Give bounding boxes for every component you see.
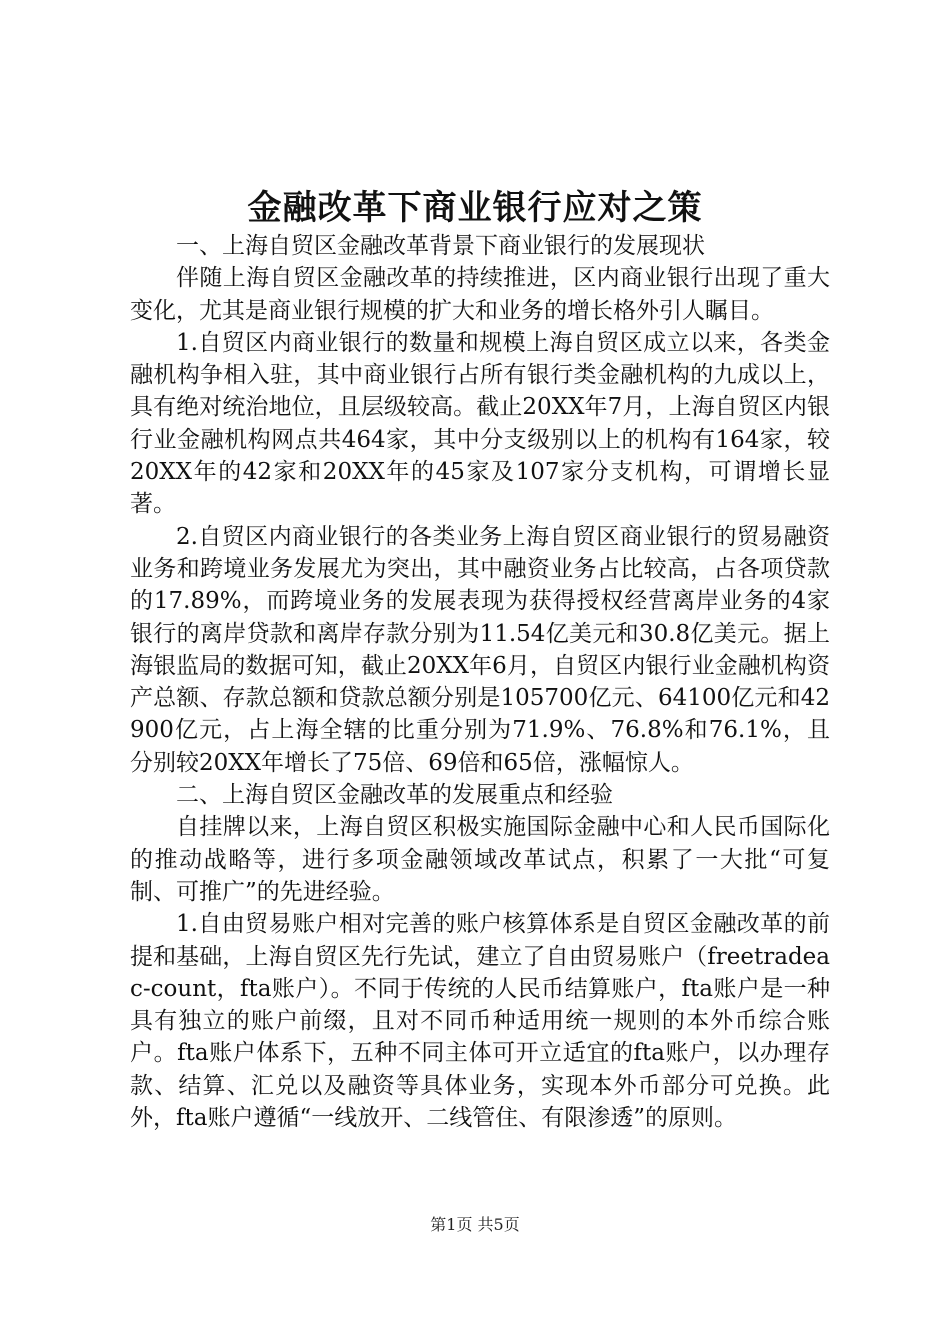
section-heading-1: 一、上海自贸区金融改革背景下商业银行的发展现状	[176, 233, 705, 259]
paragraph: 1.自贸区内商业银行的数量和规模上海自贸区成立以来，各类金融机构争相入驻，其中商业银行占所有银行类金融机构的九成以上，具有绝对统治地位，且层级较高。截止20XX年7月，上海自贸区内银行业金融机构网点共464家，其中分支级别以上的机构有164家，较20XX年的42家和20XX年的45家及107家分支机构，可谓增长显著。	[130, 329, 830, 518]
document-body	[130, 230, 830, 1134]
document-title: 金融改革下商业银行应对之策	[247, 188, 703, 228]
section-heading-2: 二、上海自贸区金融改革的发展重点和经验	[176, 782, 613, 809]
page-footer: 第1页 共5页	[430, 1215, 520, 1234]
paragraph: 2.自贸区内商业银行的各类业务上海自贸区商业银行的贸易融资业务和跨境业务发展尤为突出，其中融资业务占比较高，占各项贷款的17.89%，而跨境业务的发展表现为获得授权经营离岸业务的4家银行的离岸贷款和离岸存款分别为11.54亿美元和30.8亿美元。据上海银监局的数据可知，截止20XX年6月，自贸区内银行业金融机构资产总额、存款总额和贷款总额分别是105700亿元、64100亿元和42900亿元，占上海全辖的比重分别为71.9%、76.8%和76.1%，且分别较20XX年增长了75倍、69倍和65倍，涨幅惊人。	[130, 523, 830, 776]
paragraph: 1.自由贸易账户相对完善的账户核算体系是自贸区金融改革的前提和基础，上海自贸区先行先试，建立了自由贸易账户（freetradeac-count，fta账户）。不同于传统的人民币结算账户，fta账户是一种具有独立的账户前缀，且对不同币种适用统一规则的本外币综合账户。fta账户体系下，五种不同主体可开立适宜的fta账户，以办理存款、结算、汇兑以及融资等具体业务，实现本外币部分可兑换。此外，fta账户遵循“一线放开、二线管住、有限渗透”的原则。	[130, 911, 830, 1132]
paragraph: 自挂牌以来，上海自贸区积极实施国际金融中心和人民币国际化的推动战略等，进行多项金融领域改革试点，积累了一大批“可复制、可推广”的先进经验。	[130, 814, 830, 905]
paragraph: 伴随上海自贸区金融改革的持续推进，区内商业银行出现了重大变化，尤其是商业银行规模的扩大和业务的增长格外引人瞩目。	[130, 265, 830, 324]
